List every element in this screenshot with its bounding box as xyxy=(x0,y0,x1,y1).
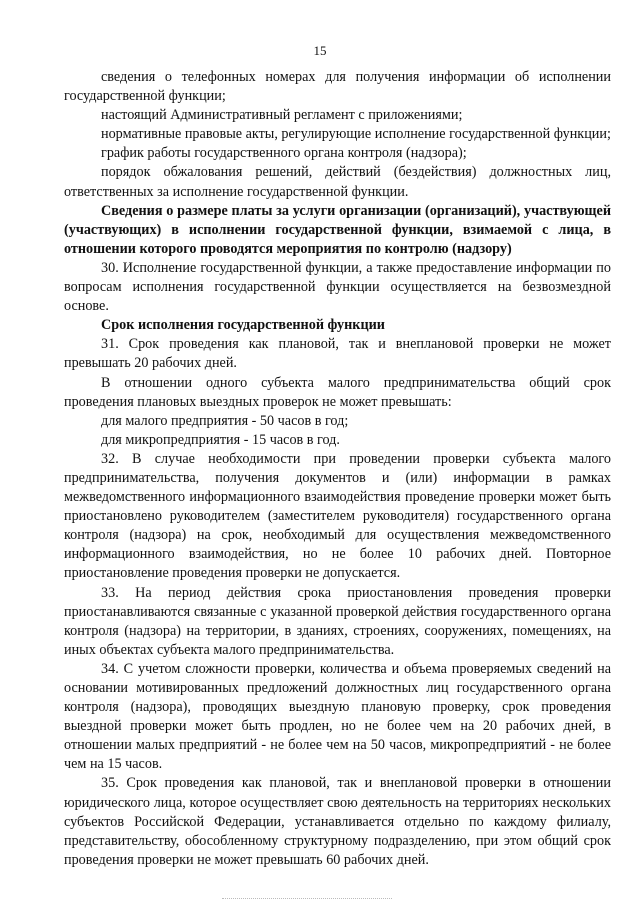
document-body xyxy=(64,68,611,870)
paragraph-appeal-procedure: порядок обжалования решений, действий (бездействия) должностных лиц, ответственных за исполнение государственной функции. xyxy=(64,164,611,200)
paragraph-schedule: график работы государственного органа контроля (надзора); xyxy=(101,145,467,162)
scan-artifact-divider xyxy=(222,898,392,899)
paragraph-phone-info: сведения о телефонных номерах для получения информации об исполнении государственной функции; xyxy=(64,69,611,105)
paragraph-33: 33. На период действия срока приостановления проведения проверки приостанавливаются связанные с указанной проверкой действия государственного органа контроля (надзора) на территории, в зданиях, строениях, сооружениях, помещениях, на иных объектах субъекта малого предпринимательства. xyxy=(64,584,611,658)
paragraph-small-business: В отношении одного субъекта малого предпринимательства общий срок проведения плановых выездных проверок не может превышать: xyxy=(64,374,611,410)
section-heading-term: Срок исполнения государственной функции xyxy=(101,317,385,334)
paragraph-legal-acts: нормативные правовые акты, регулирующие исполнение государственной функции; xyxy=(101,126,611,143)
paragraph-regulation: настоящий Административный регламент с приложениями; xyxy=(101,107,463,124)
paragraph-31: 31. Срок проведения как плановой, так и внеплановой проверки не может превышать 20 рабочих дней. xyxy=(64,336,611,372)
section-heading-fee: Сведения о размере платы за услуги организации (организаций), участвующей (участвующих) в исполнении государственной функции, взимаемой с лица, в отношении которого проводятся мероприятия по контролю (надзору) xyxy=(64,202,611,257)
paragraph-32: 32. В случае необходимости при проведении проверки субъекта малого предпринимательства, получения документов и (или) информации в рамках межведомственного информационного взаимодействия проведение проверки может быть приостановлено руководителем (заместителем руководителя) государственного органа контроля (надзора) на срок, необходимый для осуществления межведомственного информационного взаимодействия, но не более 10 рабочих дней. Повторное приостановление проведения проверки не допускается. xyxy=(64,450,611,582)
list-item-small-enterprise: для малого предприятия - 50 часов в год; xyxy=(101,412,349,429)
page-number: 15 xyxy=(313,43,327,58)
list-item-micro-enterprise: для микропредприятия - 15 часов в год. xyxy=(101,431,340,448)
paragraph-34: 34. С учетом сложности проверки, количества и объема проверяемых сведений на основании мотивированных предложений должностных лиц государственного органа контроля (надзора), проводящих выездную плановую проверку, срок проведения выездной проверки может быть продлен, но не более чем на 20 рабочих дней, в отношении малых предприятий - не более чем на 50 часов, микропредприятий - не более чем на 15 часов. xyxy=(64,660,611,773)
paragraph-35: 35. Срок проведения как плановой, так и внеплановой проверки в отношении юридического лица, которое осуществляет свою деятельность на территориях нескольких субъектов Российской Федерации, устанавливается отдельно по каждому филиалу, представительству, обособленному структурному подразделению, при этом общий срок проведения проверки не может превышать 60 рабочих дней. xyxy=(64,775,611,868)
paragraph-30: 30. Исполнение государственной функции, а также предоставление информации по вопросам исполнения государственной функции осуществляется на безвозмездной основе. xyxy=(64,259,611,315)
